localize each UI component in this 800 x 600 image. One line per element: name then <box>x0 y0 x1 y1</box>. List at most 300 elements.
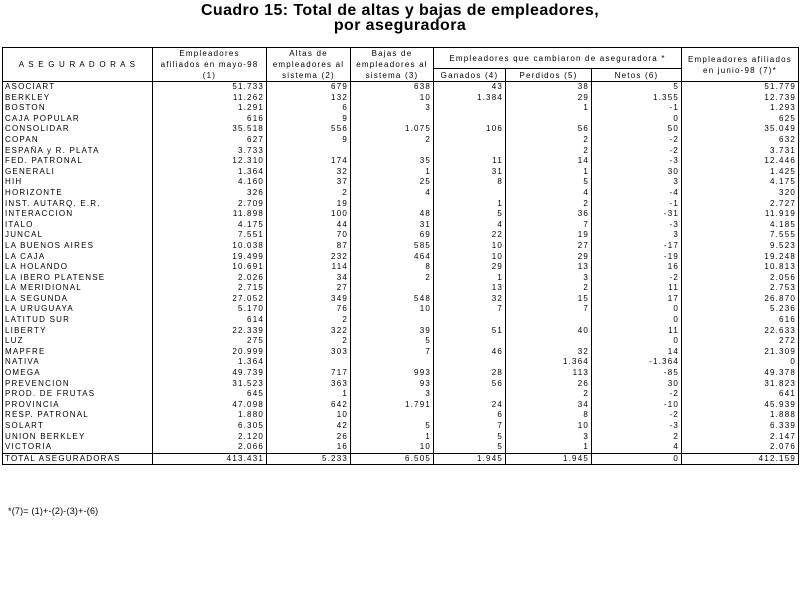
cell-c2: 26 <box>267 432 351 443</box>
cell-n: 0 <box>592 315 682 326</box>
cell-g: 46 <box>434 347 506 358</box>
cell-c1: 10.691 <box>153 262 267 273</box>
cell-n: 16 <box>592 262 682 273</box>
cell-c3: 5 <box>351 336 434 347</box>
cell-c3: 4 <box>351 188 434 199</box>
cell-n: -4 <box>592 188 682 199</box>
cell-c3: 8 <box>351 262 434 273</box>
cell-p: 40 <box>506 326 592 337</box>
cell-n: 0 <box>592 304 682 315</box>
cell-p: 2 <box>506 389 592 400</box>
header-col2 <box>267 48 351 82</box>
cell-c7: 21.309 <box>682 347 799 358</box>
cell-c7: 641 <box>682 389 799 400</box>
cell-c3: 5 <box>351 421 434 432</box>
insurers-table <box>2 47 799 465</box>
cell-p: 1 <box>506 103 592 114</box>
header-col2-line2: empleadores al <box>272 60 345 69</box>
cell-c7: 5.236 <box>682 304 799 315</box>
cell-c7: 11.919 <box>682 209 799 220</box>
cell-c7: 272 <box>682 336 799 347</box>
cell-p: 2 <box>506 199 592 210</box>
cell-name: INST. AUTARQ. E.R. <box>3 199 153 210</box>
cell-c1: 51.733 <box>153 82 267 93</box>
cell-c2: 37 <box>267 177 351 188</box>
cell-c7: 616 <box>682 315 799 326</box>
cell-p: 1 <box>506 167 592 178</box>
cell-name: NATIVA <box>3 357 153 368</box>
cell-c3 <box>351 114 434 125</box>
cell-c7: 412.159 <box>682 453 799 465</box>
cell-g <box>434 188 506 199</box>
cell-g <box>434 357 506 368</box>
cell-p: 29 <box>506 93 592 104</box>
table-row <box>3 442 799 453</box>
cell-p: 7 <box>506 304 592 315</box>
cell-c1: 47.098 <box>153 400 267 411</box>
cell-name: PREVENCION <box>3 379 153 390</box>
cell-c2 <box>267 357 351 368</box>
cell-g: 5 <box>434 209 506 220</box>
cell-c7: 4.185 <box>682 220 799 231</box>
cell-name: UNION BERKLEY <box>3 432 153 443</box>
cell-c2: 2 <box>267 336 351 347</box>
cell-c3 <box>351 146 434 157</box>
footnote: *(7)= (1)+-(2)-(3)+-(6) <box>8 506 99 516</box>
cell-p: 56 <box>506 124 592 135</box>
table-row <box>3 379 799 390</box>
cell-name: PROD. DE FRUTAS <box>3 389 153 400</box>
cell-c3: 7 <box>351 347 434 358</box>
cell-g <box>434 114 506 125</box>
cell-name: BOSTON <box>3 103 153 114</box>
cell-c2: 27 <box>267 283 351 294</box>
cell-c2: 10 <box>267 410 351 421</box>
cell-c7: 2.147 <box>682 432 799 443</box>
cell-c1: 11.898 <box>153 209 267 220</box>
cell-c7: 625 <box>682 114 799 125</box>
cell-c3 <box>351 315 434 326</box>
cell-g: 29 <box>434 262 506 273</box>
cell-c3: 2 <box>351 273 434 284</box>
cell-g: 51 <box>434 326 506 337</box>
cell-g: 11 <box>434 156 506 167</box>
header-col1-line1: Empleadores <box>179 49 240 58</box>
table-row <box>3 230 799 241</box>
table-row <box>3 400 799 411</box>
header-ganados: Ganados (4) <box>434 69 506 82</box>
cell-name: GENERALI <box>3 167 153 178</box>
cell-c7: 2.727 <box>682 199 799 210</box>
cell-c3: 1.075 <box>351 124 434 135</box>
cell-g <box>434 315 506 326</box>
cell-c2: 174 <box>267 156 351 167</box>
cell-p: 3 <box>506 432 592 443</box>
cell-c1: 2.709 <box>153 199 267 210</box>
title-line-1: Cuadro 15: Total de altas y bajas de empleadores, <box>200 2 600 19</box>
cell-p: 7 <box>506 220 592 231</box>
cell-name: BERKLEY <box>3 93 153 104</box>
cell-g: 13 <box>434 283 506 294</box>
cell-g: 8 <box>434 177 506 188</box>
header-col7-line2: en junio-98 (7)* <box>703 65 777 75</box>
cell-name: CONSOLIDAR <box>3 124 153 135</box>
cell-c2: 5.233 <box>267 453 351 465</box>
cell-c7: 12.446 <box>682 156 799 167</box>
cell-c7: 31.823 <box>682 379 799 390</box>
cell-c2: 349 <box>267 294 351 305</box>
cell-c3: 1 <box>351 432 434 443</box>
cell-c7: 320 <box>682 188 799 199</box>
cell-n: 2 <box>592 432 682 443</box>
cell-g: 1 <box>434 273 506 284</box>
header-netos: Netos (6) <box>592 69 682 82</box>
header-col3-line1: Bajas de <box>371 49 413 58</box>
cell-p <box>506 114 592 125</box>
cell-p: 32 <box>506 347 592 358</box>
cell-c1: 27.052 <box>153 294 267 305</box>
cell-c3: 10 <box>351 442 434 453</box>
cell-n: -3 <box>592 156 682 167</box>
cell-g: 5 <box>434 432 506 443</box>
cell-c1: 31.523 <box>153 379 267 390</box>
cell-n: -2 <box>592 410 682 421</box>
cell-c3 <box>351 283 434 294</box>
cell-p: 26 <box>506 379 592 390</box>
cell-p: 13 <box>506 262 592 273</box>
header-col1-line3: (1) <box>202 71 217 80</box>
cell-name: LATITUD SUR <box>3 315 153 326</box>
cell-c1: 11.262 <box>153 93 267 104</box>
table-row <box>3 114 799 125</box>
cell-n: 3 <box>592 230 682 241</box>
cell-n: -3 <box>592 220 682 231</box>
cell-n: 0 <box>592 114 682 125</box>
table-row <box>3 336 799 347</box>
cell-n: -31 <box>592 209 682 220</box>
header-perdidos: Perdidos (5) <box>506 69 592 82</box>
cell-c7: 1.293 <box>682 103 799 114</box>
cell-c7: 9.523 <box>682 241 799 252</box>
cell-p: 27 <box>506 241 592 252</box>
cell-c7: 632 <box>682 135 799 146</box>
cell-c2: 87 <box>267 241 351 252</box>
table-row <box>3 199 799 210</box>
cell-p: 2 <box>506 135 592 146</box>
cell-name: HORIZONTE <box>3 188 153 199</box>
cell-c7: 49.378 <box>682 368 799 379</box>
cell-c3: 1 <box>351 167 434 178</box>
cell-c7: 10.813 <box>682 262 799 273</box>
cell-c7: 1.888 <box>682 410 799 421</box>
cell-c7: 51.779 <box>682 82 799 93</box>
cell-c3: 2 <box>351 135 434 146</box>
cell-name: TOTAL ASEGURADORAS <box>3 453 153 465</box>
cell-c2: 303 <box>267 347 351 358</box>
cell-name: LA HOLANDO <box>3 262 153 273</box>
cell-name: LA IBERO PLATENSE <box>3 273 153 284</box>
cell-c2: 1 <box>267 389 351 400</box>
cell-n: -10 <box>592 400 682 411</box>
cell-p: 15 <box>506 294 592 305</box>
cell-c2: 16 <box>267 442 351 453</box>
cell-c3: 10 <box>351 93 434 104</box>
cell-g: 1.384 <box>434 93 506 104</box>
table-row <box>3 421 799 432</box>
cell-c1: 2.026 <box>153 273 267 284</box>
cell-name: JUNCAL <box>3 230 153 241</box>
cell-c1: 10.038 <box>153 241 267 252</box>
cell-g <box>434 389 506 400</box>
cell-p: 36 <box>506 209 592 220</box>
cell-g: 10 <box>434 241 506 252</box>
cell-g: 43 <box>434 82 506 93</box>
cell-n: 1.355 <box>592 93 682 104</box>
table-row <box>3 156 799 167</box>
cell-n: -85 <box>592 368 682 379</box>
cell-c1: 3.733 <box>153 146 267 157</box>
table-row <box>3 93 799 104</box>
cell-n: 14 <box>592 347 682 358</box>
cell-g: 4 <box>434 220 506 231</box>
cell-c7: 3.731 <box>682 146 799 157</box>
table-row <box>3 304 799 315</box>
cell-g: 22 <box>434 230 506 241</box>
cell-c3: 3 <box>351 389 434 400</box>
table-row <box>3 188 799 199</box>
cell-p: 19 <box>506 230 592 241</box>
cell-p: 38 <box>506 82 592 93</box>
cell-g: 31 <box>434 167 506 178</box>
cell-c3: 548 <box>351 294 434 305</box>
cell-n: -1 <box>592 103 682 114</box>
cell-p: 10 <box>506 421 592 432</box>
cell-c7: 35.049 <box>682 124 799 135</box>
table-row <box>3 252 799 263</box>
cell-g: 7 <box>434 304 506 315</box>
cell-c7: 12.739 <box>682 93 799 104</box>
cell-c1: 1.291 <box>153 103 267 114</box>
table-row <box>3 177 799 188</box>
page-title <box>0 3 800 33</box>
cell-c2: 9 <box>267 135 351 146</box>
cell-p: 3 <box>506 273 592 284</box>
cell-p: 8 <box>506 410 592 421</box>
cell-name: LA CAJA <box>3 252 153 263</box>
cell-p: 5 <box>506 177 592 188</box>
cell-name: LA URUGUAYA <box>3 304 153 315</box>
table-row <box>3 220 799 231</box>
cell-name: ESPAÑA y R. PLATA <box>3 146 153 157</box>
cell-c1: 413.431 <box>153 453 267 465</box>
table-row <box>3 209 799 220</box>
cell-c1: 12.310 <box>153 156 267 167</box>
cell-c2: 363 <box>267 379 351 390</box>
cell-name: VICTORIA <box>3 442 153 453</box>
cell-c1: 7.551 <box>153 230 267 241</box>
cell-g: 1 <box>434 199 506 210</box>
cell-g <box>434 103 506 114</box>
cell-n: 4 <box>592 442 682 453</box>
cell-g: 106 <box>434 124 506 135</box>
cell-c7: 19.248 <box>682 252 799 263</box>
table-row <box>3 410 799 421</box>
cell-n: 11 <box>592 326 682 337</box>
cell-c2: 19 <box>267 199 351 210</box>
cell-c2: 2 <box>267 315 351 326</box>
cell-c2: 679 <box>267 82 351 93</box>
table-row <box>3 432 799 443</box>
cell-n: -1.364 <box>592 357 682 368</box>
cell-c7: 26.870 <box>682 294 799 305</box>
header-col7-line1: Empleadores afiliados <box>688 54 792 64</box>
table-row <box>3 124 799 135</box>
table-row <box>3 347 799 358</box>
cell-c1: 19.499 <box>153 252 267 263</box>
cell-c2: 100 <box>267 209 351 220</box>
cell-name: PROVINCIA <box>3 400 153 411</box>
cell-c3 <box>351 410 434 421</box>
header-col7 <box>682 48 799 82</box>
cell-n: 3 <box>592 177 682 188</box>
cell-g: 56 <box>434 379 506 390</box>
cell-c2: 32 <box>267 167 351 178</box>
table-row <box>3 368 799 379</box>
cell-n: 30 <box>592 167 682 178</box>
cell-name: LA SEGUNDA <box>3 294 153 305</box>
cell-c1: 2.066 <box>153 442 267 453</box>
cell-g: 6 <box>434 410 506 421</box>
cell-c1: 35.518 <box>153 124 267 135</box>
cell-p: 113 <box>506 368 592 379</box>
cell-c1: 1.364 <box>153 357 267 368</box>
cell-p: 1 <box>506 442 592 453</box>
cell-c3: 39 <box>351 326 434 337</box>
cell-name: LIBERTY <box>3 326 153 337</box>
cell-c3: 48 <box>351 209 434 220</box>
cell-c1: 2.120 <box>153 432 267 443</box>
cell-c7: 0 <box>682 357 799 368</box>
cell-c2 <box>267 146 351 157</box>
cell-c1: 6.305 <box>153 421 267 432</box>
cell-p: 2 <box>506 283 592 294</box>
cell-c3: 464 <box>351 252 434 263</box>
cell-c1: 616 <box>153 114 267 125</box>
cell-c1: 5.170 <box>153 304 267 315</box>
cell-c3: 69 <box>351 230 434 241</box>
cell-name: MAPFRE <box>3 347 153 358</box>
header-col2-line3: sistema (2) <box>282 71 335 80</box>
cell-c1: 326 <box>153 188 267 199</box>
cell-n: 30 <box>592 379 682 390</box>
cell-n: -17 <box>592 241 682 252</box>
cell-c2: 132 <box>267 93 351 104</box>
cell-n: -2 <box>592 146 682 157</box>
cell-g: 32 <box>434 294 506 305</box>
cell-c1: 49.739 <box>153 368 267 379</box>
cell-name: INTERACCION <box>3 209 153 220</box>
cell-c2: 44 <box>267 220 351 231</box>
header-col3-line3: sistema (3) <box>365 71 419 80</box>
cell-c3: 6.505 <box>351 453 434 465</box>
title-line-2: por aseguradora <box>333 17 467 34</box>
table-row <box>3 283 799 294</box>
cell-p: 4 <box>506 188 592 199</box>
cell-n: 50 <box>592 124 682 135</box>
cell-g <box>434 336 506 347</box>
cell-c7: 22.633 <box>682 326 799 337</box>
cell-c3: 638 <box>351 82 434 93</box>
cell-name: FED. PATRONAL <box>3 156 153 167</box>
cell-c7: 2.753 <box>682 283 799 294</box>
cell-c2: 2 <box>267 188 351 199</box>
cell-g: 7 <box>434 421 506 432</box>
header-col2-line1: Altas de <box>289 49 328 58</box>
cell-p: 1.364 <box>506 357 592 368</box>
cell-c2: 642 <box>267 400 351 411</box>
table-row <box>3 357 799 368</box>
cell-c1: 22.339 <box>153 326 267 337</box>
cell-c2: 232 <box>267 252 351 263</box>
cell-c1: 2.715 <box>153 283 267 294</box>
cell-p: 34 <box>506 400 592 411</box>
table-row <box>3 389 799 400</box>
table-row <box>3 82 799 93</box>
cell-name: HIH <box>3 177 153 188</box>
cell-c7: 6.339 <box>682 421 799 432</box>
cell-c2: 42 <box>267 421 351 432</box>
table-row <box>3 273 799 284</box>
cell-c3: 10 <box>351 304 434 315</box>
cell-name: LUZ <box>3 336 153 347</box>
cell-c1: 20.999 <box>153 347 267 358</box>
cell-c1: 1.880 <box>153 410 267 421</box>
cell-c3: 993 <box>351 368 434 379</box>
cell-c7: 45.939 <box>682 400 799 411</box>
cell-g: 28 <box>434 368 506 379</box>
cell-name: RESP. PATRONAL <box>3 410 153 421</box>
cell-c7: 1.425 <box>682 167 799 178</box>
cell-n: 5 <box>592 82 682 93</box>
header-col1 <box>153 48 267 82</box>
cell-n: -2 <box>592 135 682 146</box>
table-row <box>3 262 799 273</box>
table-row <box>3 103 799 114</box>
cell-c2: 70 <box>267 230 351 241</box>
cell-c3: 25 <box>351 177 434 188</box>
cell-name: LA BUENOS AIRES <box>3 241 153 252</box>
table-row <box>3 241 799 252</box>
cell-c3: 93 <box>351 379 434 390</box>
cell-name: ASOCIART <box>3 82 153 93</box>
cell-c2: 9 <box>267 114 351 125</box>
cell-c1: 4.160 <box>153 177 267 188</box>
cell-n: -19 <box>592 252 682 263</box>
cell-n: -3 <box>592 421 682 432</box>
cell-c1: 614 <box>153 315 267 326</box>
cell-n: -1 <box>592 199 682 210</box>
cell-g: 5 <box>434 442 506 453</box>
cell-g: 24 <box>434 400 506 411</box>
cell-p: 29 <box>506 252 592 263</box>
cell-n: -2 <box>592 273 682 284</box>
cell-name: LA MERIDIONAL <box>3 283 153 294</box>
table-row <box>3 326 799 337</box>
cell-n: 17 <box>592 294 682 305</box>
table-body <box>3 82 799 465</box>
table-row <box>3 315 799 326</box>
cell-c7: 2.076 <box>682 442 799 453</box>
